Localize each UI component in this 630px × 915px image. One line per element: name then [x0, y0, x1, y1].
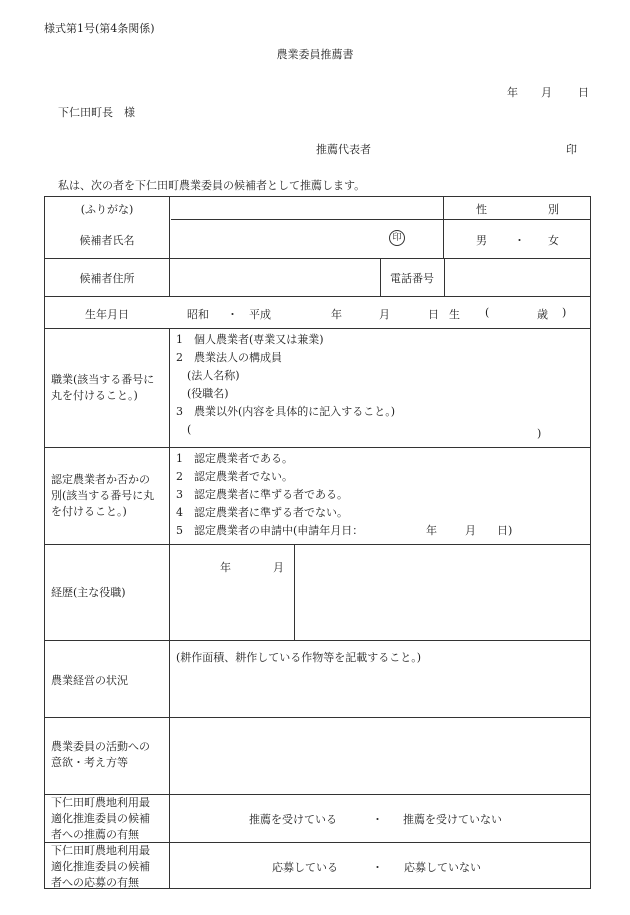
- candidate-name-label: 候補者氏名: [79, 234, 135, 247]
- career-year-label: 年: [220, 561, 231, 574]
- certified-option-2: 2 認定農業者でない。: [176, 470, 293, 483]
- recommendation-separator: ・: [372, 813, 383, 826]
- name-seal-icon: 印: [389, 230, 405, 246]
- application-day-label: 日): [497, 524, 513, 537]
- application-year-label: 年: [426, 524, 437, 537]
- farm-management-note: (耕作面積、耕作している作物等を記載すること。): [176, 651, 422, 664]
- era-separator: ・: [227, 308, 238, 321]
- row-divider: [45, 544, 590, 545]
- birth-month-label: 月: [379, 308, 390, 321]
- column-divider: [443, 197, 444, 258]
- row-divider: [171, 219, 590, 220]
- certified-option-3: 3 認定農業者に準ずる者である。: [176, 488, 348, 501]
- application-no: 応募していない: [404, 861, 481, 874]
- recommendation-yes: 推薦を受けている: [249, 813, 337, 826]
- column-divider: [294, 544, 295, 640]
- phone-number-label: 電話番号: [390, 272, 434, 285]
- row-divider: [45, 258, 590, 259]
- form-number: 様式第1号(第4条関係): [44, 22, 155, 35]
- farm-management-label: 農業経営の状況: [51, 674, 128, 687]
- representative-seal: 印: [566, 143, 577, 156]
- certified-option-4: 4 認定農業者に準ずる者でない。: [176, 506, 348, 519]
- occupation-option-2: 2 農業法人の構成員: [176, 351, 282, 364]
- date-day-label: 日: [578, 86, 589, 99]
- column-divider: [169, 328, 170, 888]
- motivation-label: 農業委員の活動への 意欲・考え方等: [51, 740, 150, 769]
- column-divider: [444, 258, 445, 296]
- career-label: 経歴(主な役職): [51, 586, 126, 599]
- application-yes: 応募している: [272, 861, 338, 874]
- birth-day-label: 日: [428, 308, 439, 321]
- representative-label: 推薦代表者: [316, 143, 371, 156]
- occupation-options: [176, 331, 395, 439]
- certified-farmer-label: 認定農業者か否かの 別(該当する番号に丸 を付けること。): [51, 473, 155, 518]
- gender-separator: ・: [514, 234, 525, 247]
- occupation-label: 職業(該当する番号に 丸を付けること。): [51, 373, 155, 402]
- application-separator: ・: [372, 861, 383, 874]
- date-month-label: 月: [541, 86, 552, 99]
- gender-male: 男: [476, 234, 487, 247]
- row-divider: [45, 328, 590, 329]
- occupation-detail-close: ): [537, 427, 542, 440]
- certified-option-5: 5 認定農業者の申請中(申請年月日：: [176, 524, 364, 537]
- occupation-position: (役職名): [187, 387, 229, 400]
- certified-option-1: 1 認定農業者である。: [176, 452, 293, 465]
- occupation-corp-name: (法人名称): [187, 369, 240, 382]
- gender-header-sei: 性: [476, 203, 487, 216]
- gender-header-betsu: 別: [548, 203, 559, 216]
- age-close-paren: ): [562, 306, 567, 319]
- birth-year-label: 年: [331, 308, 342, 321]
- recommendation-no: 推薦を受けていない: [403, 813, 502, 826]
- date-year-label: 年: [507, 86, 518, 99]
- row-divider: [45, 296, 590, 297]
- row-divider: [45, 447, 590, 448]
- column-divider: [169, 197, 170, 296]
- age-label: 歳: [537, 308, 548, 321]
- birth-date-label: 生年月日: [85, 308, 129, 321]
- occupation-option-3: 3 農業以外(内容を具体的に記入すること。): [176, 405, 396, 418]
- row-divider: [45, 640, 590, 641]
- addressee: 下仁田町長 様: [58, 106, 135, 119]
- candidate-address-label: 候補者住所: [79, 272, 135, 285]
- era-showa: 昭和: [187, 308, 209, 321]
- application-label: 下仁田町農地利用最 適化推進委員の候補 者への応募の有無: [51, 844, 150, 889]
- age-open-paren: (: [485, 306, 490, 319]
- intro-text: 私は、次の者を下仁田町農業委員の候補者として推薦します。: [58, 179, 366, 192]
- application-month-label: 月: [465, 524, 476, 537]
- certified-options: [176, 450, 363, 540]
- birth-sei-label: 生: [449, 308, 460, 321]
- occupation-option-1: 1 個人農業者(専業又は兼業): [176, 333, 324, 346]
- recommendation-label: 下仁田町農地利用最 適化推進委員の候補 者への推薦の有無: [51, 796, 150, 841]
- furigana-label: (ふりがな): [80, 203, 134, 216]
- era-heisei: 平成: [249, 308, 271, 321]
- document-title: 農業委員推薦書: [276, 48, 354, 61]
- career-month-label: 月: [273, 561, 284, 574]
- recommendation-form-table: [44, 196, 591, 889]
- gender-female: 女: [548, 234, 559, 247]
- row-divider: [45, 717, 590, 718]
- occupation-detail-open: (: [187, 423, 192, 436]
